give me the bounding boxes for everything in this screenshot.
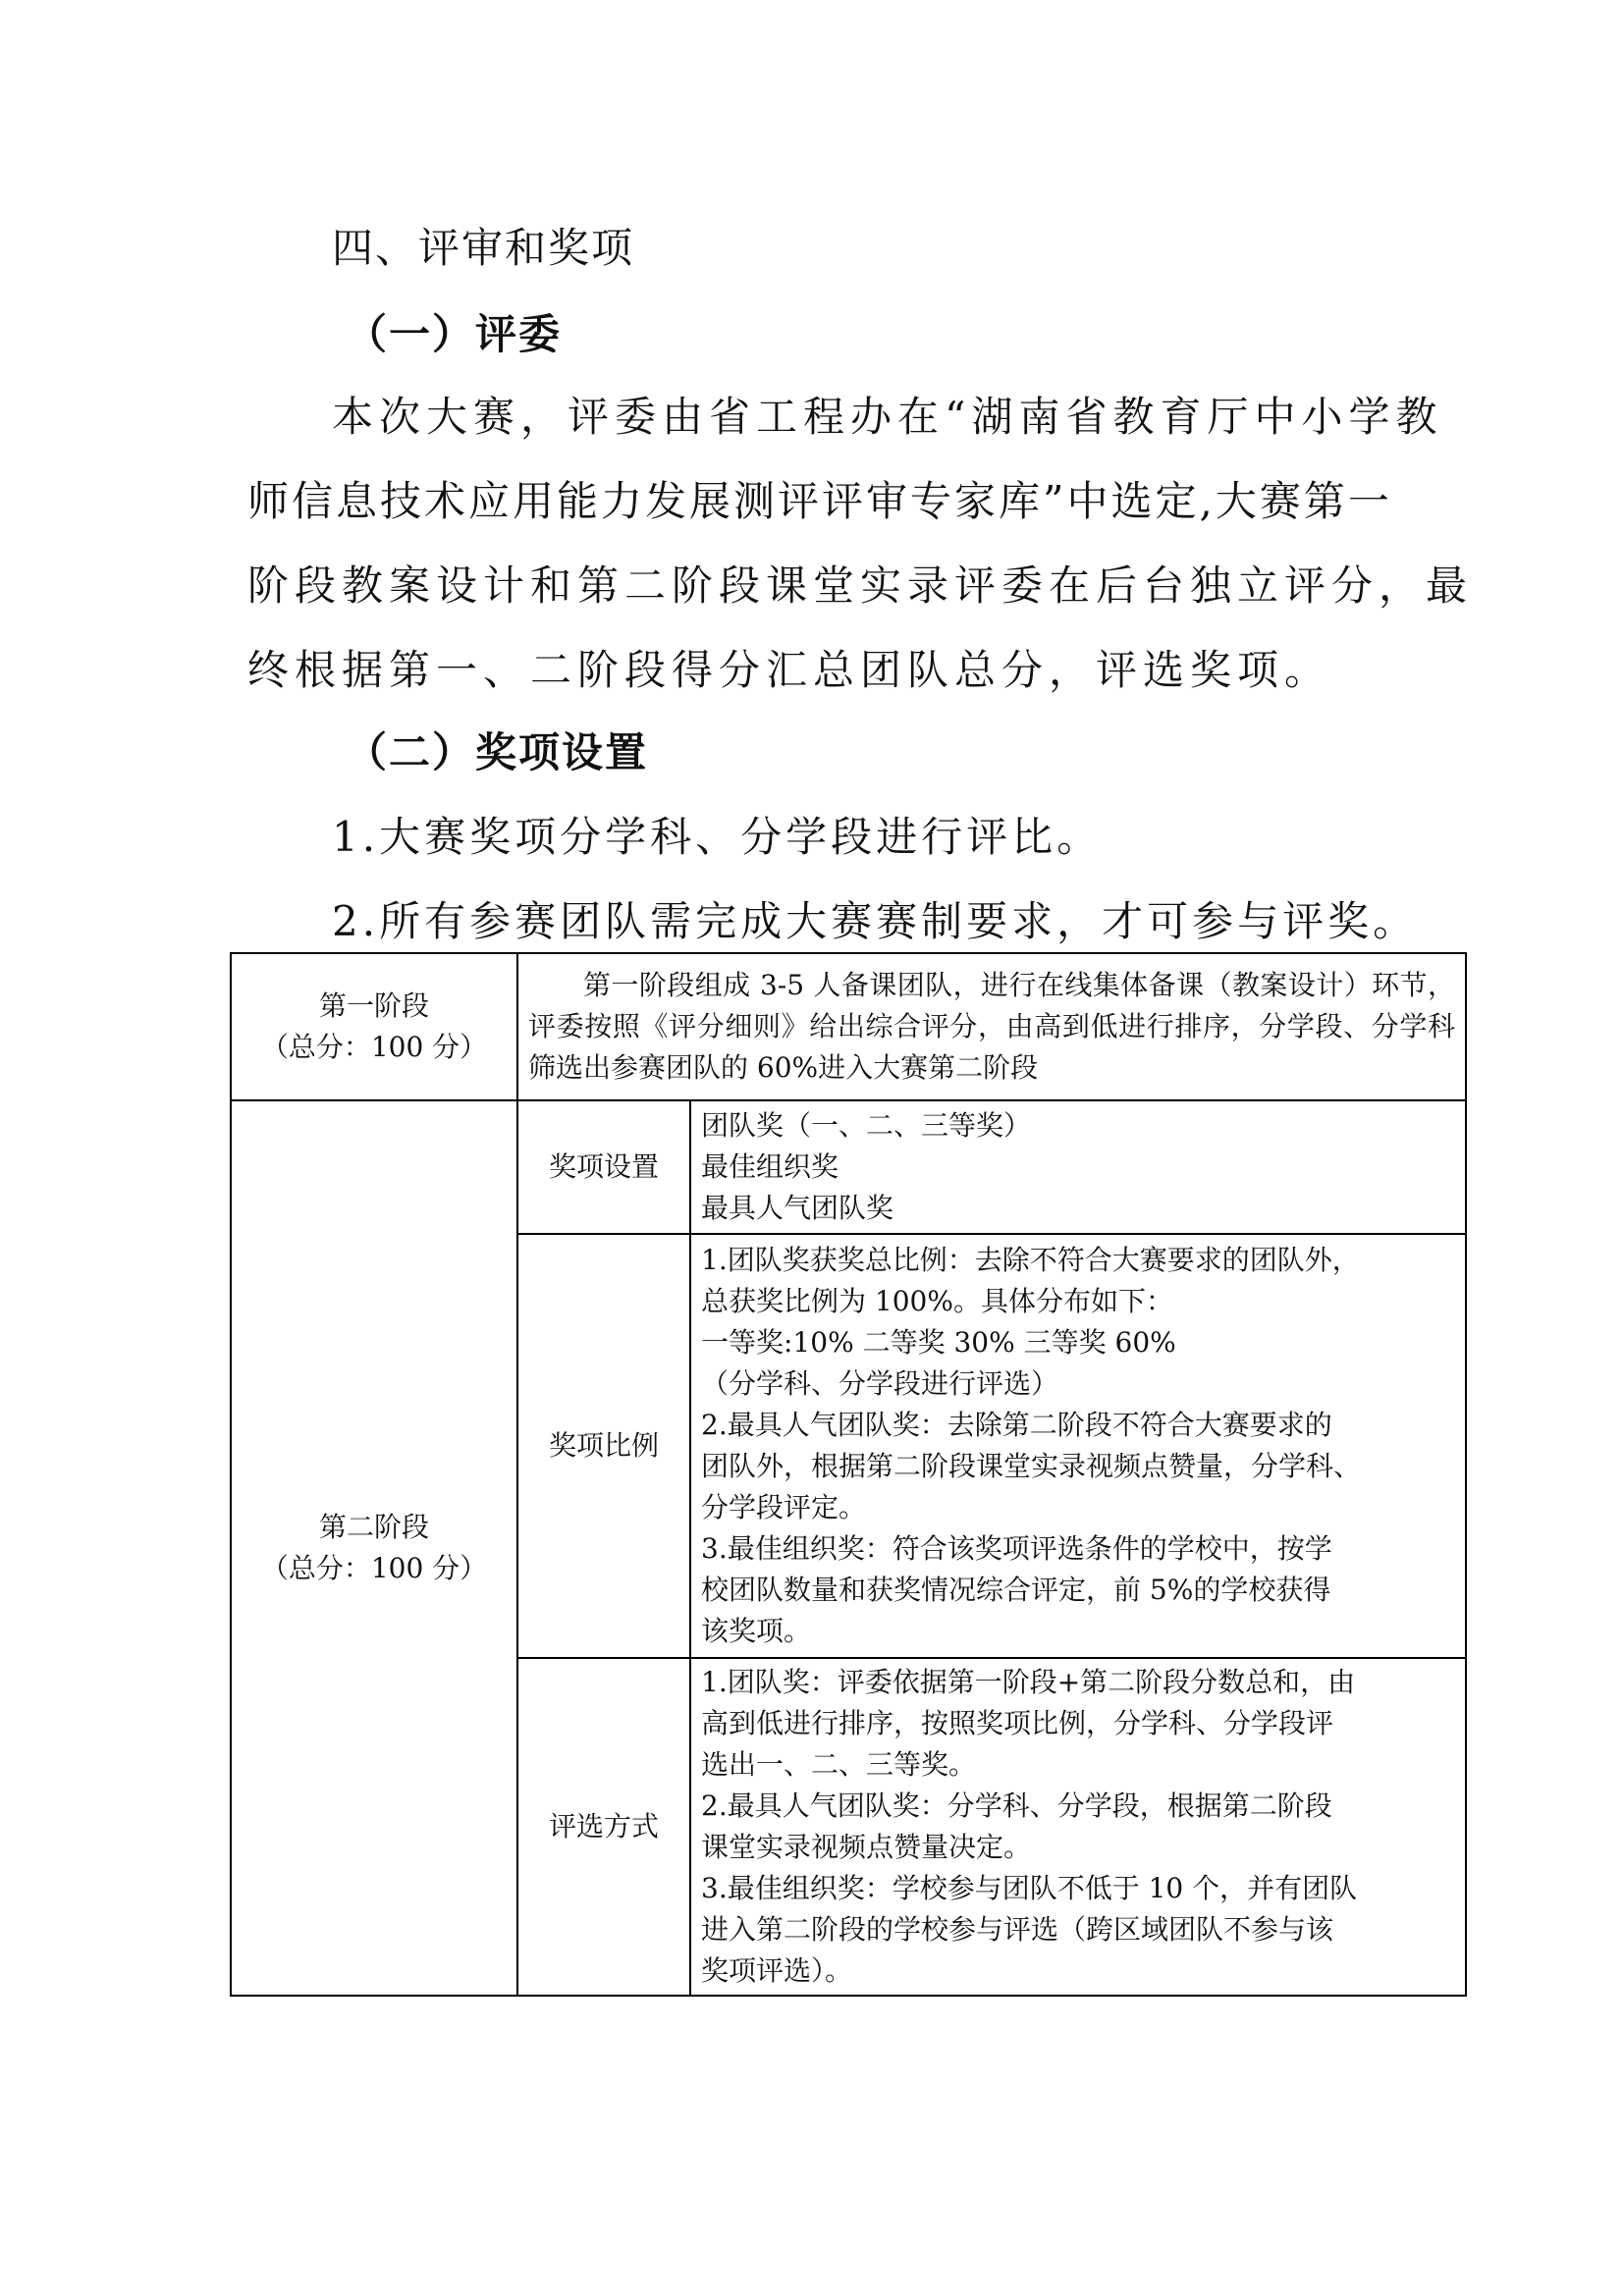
awards-item-1: 1.大赛奖项分学科、分学段进行评比。 — [332, 813, 1103, 861]
cell-line: 1.团队奖获奖总比例：去除不符合大赛要求的团队外， — [701, 1244, 1360, 1276]
cell-line: 3.最佳组织奖：符合该奖项评选条件的学校中，按学 — [701, 1532, 1332, 1565]
stage2-score: （总分：100 分） — [260, 1552, 488, 1584]
cell-line: 校团队数量和获奖情况综合评定，前 5%的学校获得 — [701, 1574, 1331, 1606]
stage1-label-cell — [231, 953, 517, 1100]
cell-line: 团队外，根据第二阶段课堂实录视频点赞量，分学科、 — [701, 1450, 1362, 1482]
cell-line: 一等奖:10% 二等奖 30% 三等奖 60% — [701, 1326, 1176, 1359]
cell-line: 分学段评定。 — [701, 1491, 867, 1523]
selection-method-content — [690, 1658, 1466, 1996]
cell-line: 3.最佳组织奖：学校参与团队不低于 10 个，并有团队 — [701, 1872, 1358, 1904]
stage1-name: 第一阶段 — [318, 989, 429, 1022]
judges-line-3: 阶段教案设计和第二阶段课堂实录评委在后台独立评分，最 — [247, 561, 1474, 610]
cell-line: 奖项评选）。 — [701, 1954, 853, 1987]
cell-line: 高到低进行排序，按照奖项比例，分学科、分学段评 — [701, 1707, 1334, 1739]
award-ratio-label: 奖项比例 — [517, 1234, 690, 1658]
stage2-label-cell — [231, 1100, 517, 1996]
cell-line: 1.团队奖：评委依据第一阶段+第二阶段分数总和，由 — [701, 1666, 1356, 1698]
awards-heading: （二）奖项设置 — [346, 728, 649, 776]
award-settings-content — [690, 1100, 1466, 1234]
cell-line: 最佳组织奖 — [701, 1150, 839, 1183]
cell-line: 最具人气团队奖 — [701, 1192, 894, 1224]
stage2-name: 第二阶段 — [318, 1511, 429, 1543]
judges-heading: （一）评委 — [346, 310, 563, 358]
cell-line: 课堂实录视频点赞量决定。 — [701, 1831, 1032, 1863]
section-heading: 四、评审和奖项 — [332, 224, 635, 272]
award-table — [230, 952, 1467, 1997]
cell-line: 2.最具人气团队奖：去除第二阶段不符合大赛要求的 — [701, 1409, 1332, 1441]
award-ratio-content — [690, 1234, 1466, 1658]
cell-line: 总获奖比例为 100%。具体分布如下： — [701, 1285, 1173, 1317]
table-row-award-settings — [231, 1100, 1466, 1234]
judges-line-2: 师信息技术应用能力发展测评评审专家库”中选定,大赛第一 — [247, 477, 1392, 525]
cell-line: 选出一、二、三等奖。 — [701, 1748, 977, 1781]
awards-item-2: 2.所有参赛团队需完成大赛赛制要求，才可参与评奖。 — [332, 897, 1419, 945]
stage1-score: （总分：100 分） — [260, 1031, 488, 1063]
award-settings-label: 奖项设置 — [517, 1100, 690, 1234]
cell-line: 团队奖（一、二、三等奖） — [701, 1109, 1032, 1142]
cell-line: （分学科、分学段进行评选） — [701, 1367, 1059, 1400]
table-row-stage1 — [231, 953, 1466, 1100]
judges-line-1: 本次大赛，评委由省工程办在“湖南省教育厅中小学教 — [332, 393, 1443, 441]
cell-line: 该奖项。 — [701, 1615, 812, 1647]
selection-method-label: 评选方式 — [517, 1658, 690, 1996]
stage1-description: 第一阶段组成 3-5 人备课团队，进行在线集体备课（教案设计）环节，评委按照《评分细则》给出综合评分，由高到低进行排序，分学段、分学科筛选出参赛团队的 60%进入大赛第二阶段 — [517, 953, 1466, 1100]
judges-line-4: 终根据第一、二阶段得分汇总团队总分，评选奖项。 — [247, 646, 1332, 694]
cell-line: 2.最具人气团队奖：分学科、分学段，根据第二阶段 — [701, 1789, 1332, 1822]
cell-line: 进入第二阶段的学校参与评选（跨区域团队不参与该 — [701, 1913, 1334, 1946]
